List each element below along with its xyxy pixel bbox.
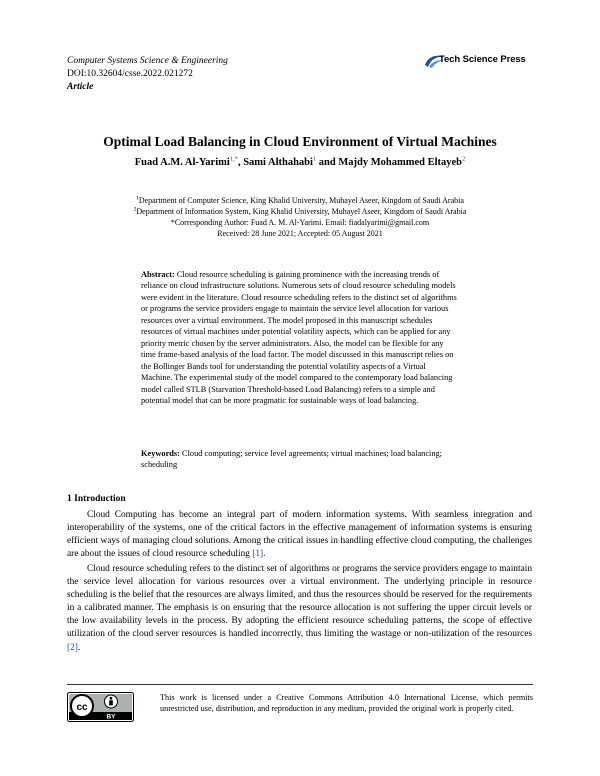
- paragraph-text: Cloud resource scheduling refers to the distinct set of algorithms or programs the service providers engage to maintain the service level allocation for various resources over a virtual environment. The underlying principle in resource scheduling is the belief that the resources are always limited, and thus the resources should be reserved for the requirements in a calibrated manner. The emphasis is on ensuring that the resource allocation is not suffering the upper circuit levels or the low availability levels in the process. By adopting the efficient resource scheduling patterns, the scope of effective utilization of the cloud server resources is handled incorrectly, thus limiting the wastage or non-utilization of the resources: [67, 564, 532, 640]
- author-list: [0, 157, 600, 168]
- author-separator: ,: [237, 157, 244, 168]
- author-affiliation-mark: 1,*: [229, 155, 238, 163]
- author-affiliation-mark: 2: [462, 155, 466, 163]
- abstract: [141, 269, 459, 406]
- affiliation-text: Department of Computer Science, King Khalid University, Muhayel Aseer, Kingdom of Saudi Arabia: [138, 196, 464, 205]
- author-affiliation-mark: 1: [312, 155, 317, 163]
- affiliation-text: Department of Information System, King Khalid University, Muhayel Aseer, Kingdom of Saudi Arabia: [136, 207, 467, 216]
- affiliation: [0, 196, 600, 206]
- author-separator: and: [316, 157, 339, 168]
- article-type: Article: [67, 82, 94, 92]
- affiliation-mark: 2: [133, 206, 137, 213]
- license-text: This work is licensed under a Creative Commons Attribution 4.0 International License, which permits unrestricted use, distribution, and reproduction in any medium, provided the original work is properly cited.: [160, 693, 533, 714]
- footer-divider: [67, 684, 533, 685]
- paragraph: [67, 509, 532, 561]
- author-name: Fuad A.M. Al-Yarimi: [134, 157, 230, 168]
- journal-name: Computer Systems Science & Engineering: [67, 56, 228, 66]
- section-heading: 1 Introduction: [67, 494, 126, 504]
- affiliation-mark: 1: [136, 195, 139, 202]
- abstract-text: Cloud resource scheduling is gaining prominence with the increasing trends of reliance on cloud infrastructure solutions. Numerous sets of cloud resource scheduling models were evident in the literature. Cloud resource scheduling refers to the distinct set of algorithms or programs the service providers engage to maintain the service level allocation for various resources over a virtual environment. The model proposed in this manuscript schedules resources of virtual machines under potential volatility aspects, which can be applied for any priority metric chosen by the server administrators. Also, the model can be flexible for any time frame-based analysis of the load factor. The model discussed in this manuscript relies on the Bollinger Bands tool for understanding the potential volatility aspects of a Virtual Machine. The experimental study of the model compared to the contemporary load balancing model called STLB (Starvation Threshold-based Load Balancing) refers to a simple and potential model that can be more pragmatic for sustainable ways of load balancing.: [141, 270, 457, 405]
- by-label: BY: [106, 713, 116, 721]
- paper-title: Optimal Load Balancing in Cloud Environment of Virtual Machines: [103, 134, 497, 149]
- citation-link[interactable]: [1]: [252, 549, 264, 560]
- keywords-label: Keywords:: [141, 449, 180, 458]
- keywords: [141, 448, 459, 471]
- doi: DOI:10.32604/csse.2022.021272: [67, 69, 193, 79]
- cc-icon: cc: [76, 702, 88, 713]
- abstract-label: Abstract:: [141, 270, 175, 279]
- publisher-logo: [423, 52, 533, 70]
- paragraph-text: Cloud Computing has become an integral part of modern information systems. With seamless integration and interoperability of the systems, one of the critical factors in the effective management of information systems is ensuring efficient ways of managing cloud solutions. Among the critical issues in handling effective cloud computing, the challenges are about the issues of cloud resource scheduling: [67, 510, 532, 560]
- creative-commons-by-badge[interactable]: [67, 692, 134, 722]
- paragraph-end: .: [263, 549, 266, 560]
- author-name: Sami Althahabi: [243, 157, 313, 168]
- received-accepted-dates: Received: 28 June 2021; Accepted: 05 August 2021: [217, 229, 383, 238]
- affiliation: [0, 207, 600, 217]
- keywords-text: Cloud computing; service level agreements; virtual machines; load balancing; scheduling: [141, 449, 442, 470]
- publisher-name: Tech Science Press: [439, 54, 526, 65]
- author-name: Majdy Mohammed Eltayeb: [338, 157, 463, 168]
- paragraph: [67, 563, 532, 655]
- paragraph-end: .: [77, 642, 81, 653]
- citation-link[interactable]: [2]: [67, 642, 78, 653]
- corresponding-author: *Corresponding Author: Fuad A. M. Al-Yarimi. Email: fiadalyarimi@gmail.com: [170, 218, 430, 227]
